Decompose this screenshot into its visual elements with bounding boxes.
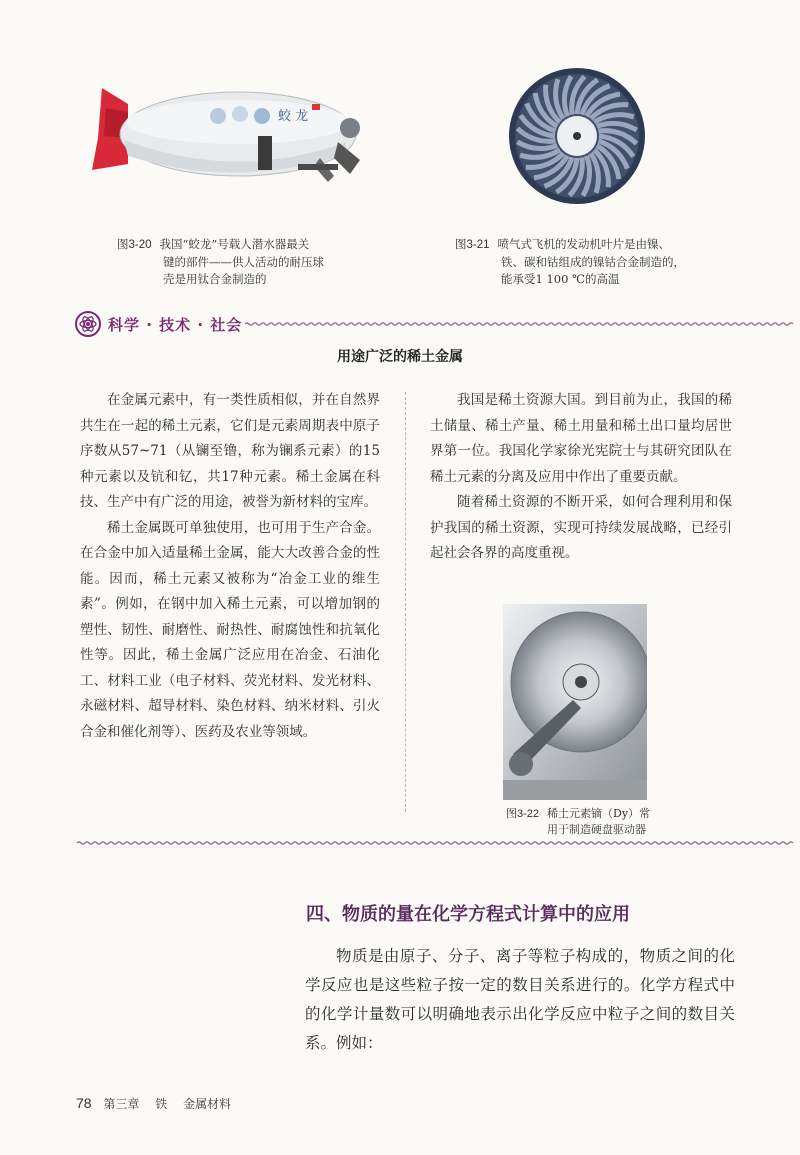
engine-fan-image [507, 66, 647, 206]
paragraph: 在金属元素中，有一类性质相似，并在自然界共生在一起的稀土元素，它们是元素周期表中原子序数从57~71（从镧至镥，称为镧系元素）的15种元素以及钪和钇，共17种元素。稀土金属在科技、生产中有广泛的用途，被誉为新材料的宝库。 [80, 392, 380, 510]
box-right-column [430, 388, 732, 567]
box-left-column [80, 388, 380, 745]
box-title: 用途广泛的稀土金属 [337, 349, 463, 365]
figure-3-21-caption: 图3-21 喷气式飞机的发动机叶片是由镍、 铁、碳和钴组成的镍钴合金制造的， 能承受1 100 ℃的高温 [455, 237, 685, 286]
section-body [305, 942, 735, 1058]
figure-number: 图3-22 [506, 808, 540, 820]
figure-3-20-caption: 图3-20 我国“蛟龙”号载人潜水器最关 键的部件——供人活动的耐压球 壳是用钛合金制造的 [117, 237, 324, 286]
chapter-label: 第三章 [103, 1097, 140, 1111]
hard-disk-image [503, 604, 647, 800]
paragraph: 随着稀土资源的不断开采，如何合理利用和保护我国的稀土资源，实现可持续发展战略，已经引起社会各界的高度重视。 [430, 494, 732, 561]
column-divider [405, 392, 406, 812]
figure-number: 图3-20 [117, 239, 152, 251]
box-bottom-border [75, 838, 795, 848]
figure-number: 图3-21 [455, 239, 490, 251]
page-number: 78 [76, 1095, 92, 1111]
hull-marking: 蛟 龙 [278, 109, 309, 124]
paragraph: 我国是稀土资源大国。到目前为止，我国的稀土储量、稀土产量、稀土用量和稀土出口量均居世界第一位。我国化学家徐光宪院士与其研究团队在稀土元素的分离及应用中作出了重要贡献。 [430, 392, 732, 485]
banner-title: 科学 · 技术 · 社会 [108, 316, 243, 334]
paragraph: 物质是由原子、分子、离子等粒子构成的，物质之间的化学反应也是这些粒子按一定的数目关系进行的。化学方程式中的化学计量数可以明确地表示出化学反应中粒子之间的数目关系。例如： [305, 947, 735, 1052]
figure-3-22-caption: 图3-22 稀土元素镝（Dy）常 用于制造硬盘驱动器 [506, 807, 651, 836]
paragraph: 稀土金属既可单独使用，也可用于生产合金。在合金中加入适量稀土金属，能大大改善合金的性能。因而，稀土元素又被称为“冶金工业的维生素”。例如，在钢中加入稀土元素，可以增加钢的塑性、韧性、耐磨性、耐热性、耐腐蚀性和抗氧化性等。因此，稀土金属广泛应用在冶金、石油化工、材料工业（电子材料、荧光材料、发光材料、永磁材料、超导材料、染色材料、纳米材料、引火合金和催化剂等）、医药及农业等领域。 [80, 519, 380, 740]
chapter-title: 金属材料 [183, 1097, 232, 1111]
submersible-image [88, 78, 370, 188]
page-footer [76, 1095, 243, 1112]
chapter-topic: 铁 [155, 1097, 168, 1111]
section-heading: 四、物质的量在化学方程式计算中的应用 [306, 904, 630, 925]
